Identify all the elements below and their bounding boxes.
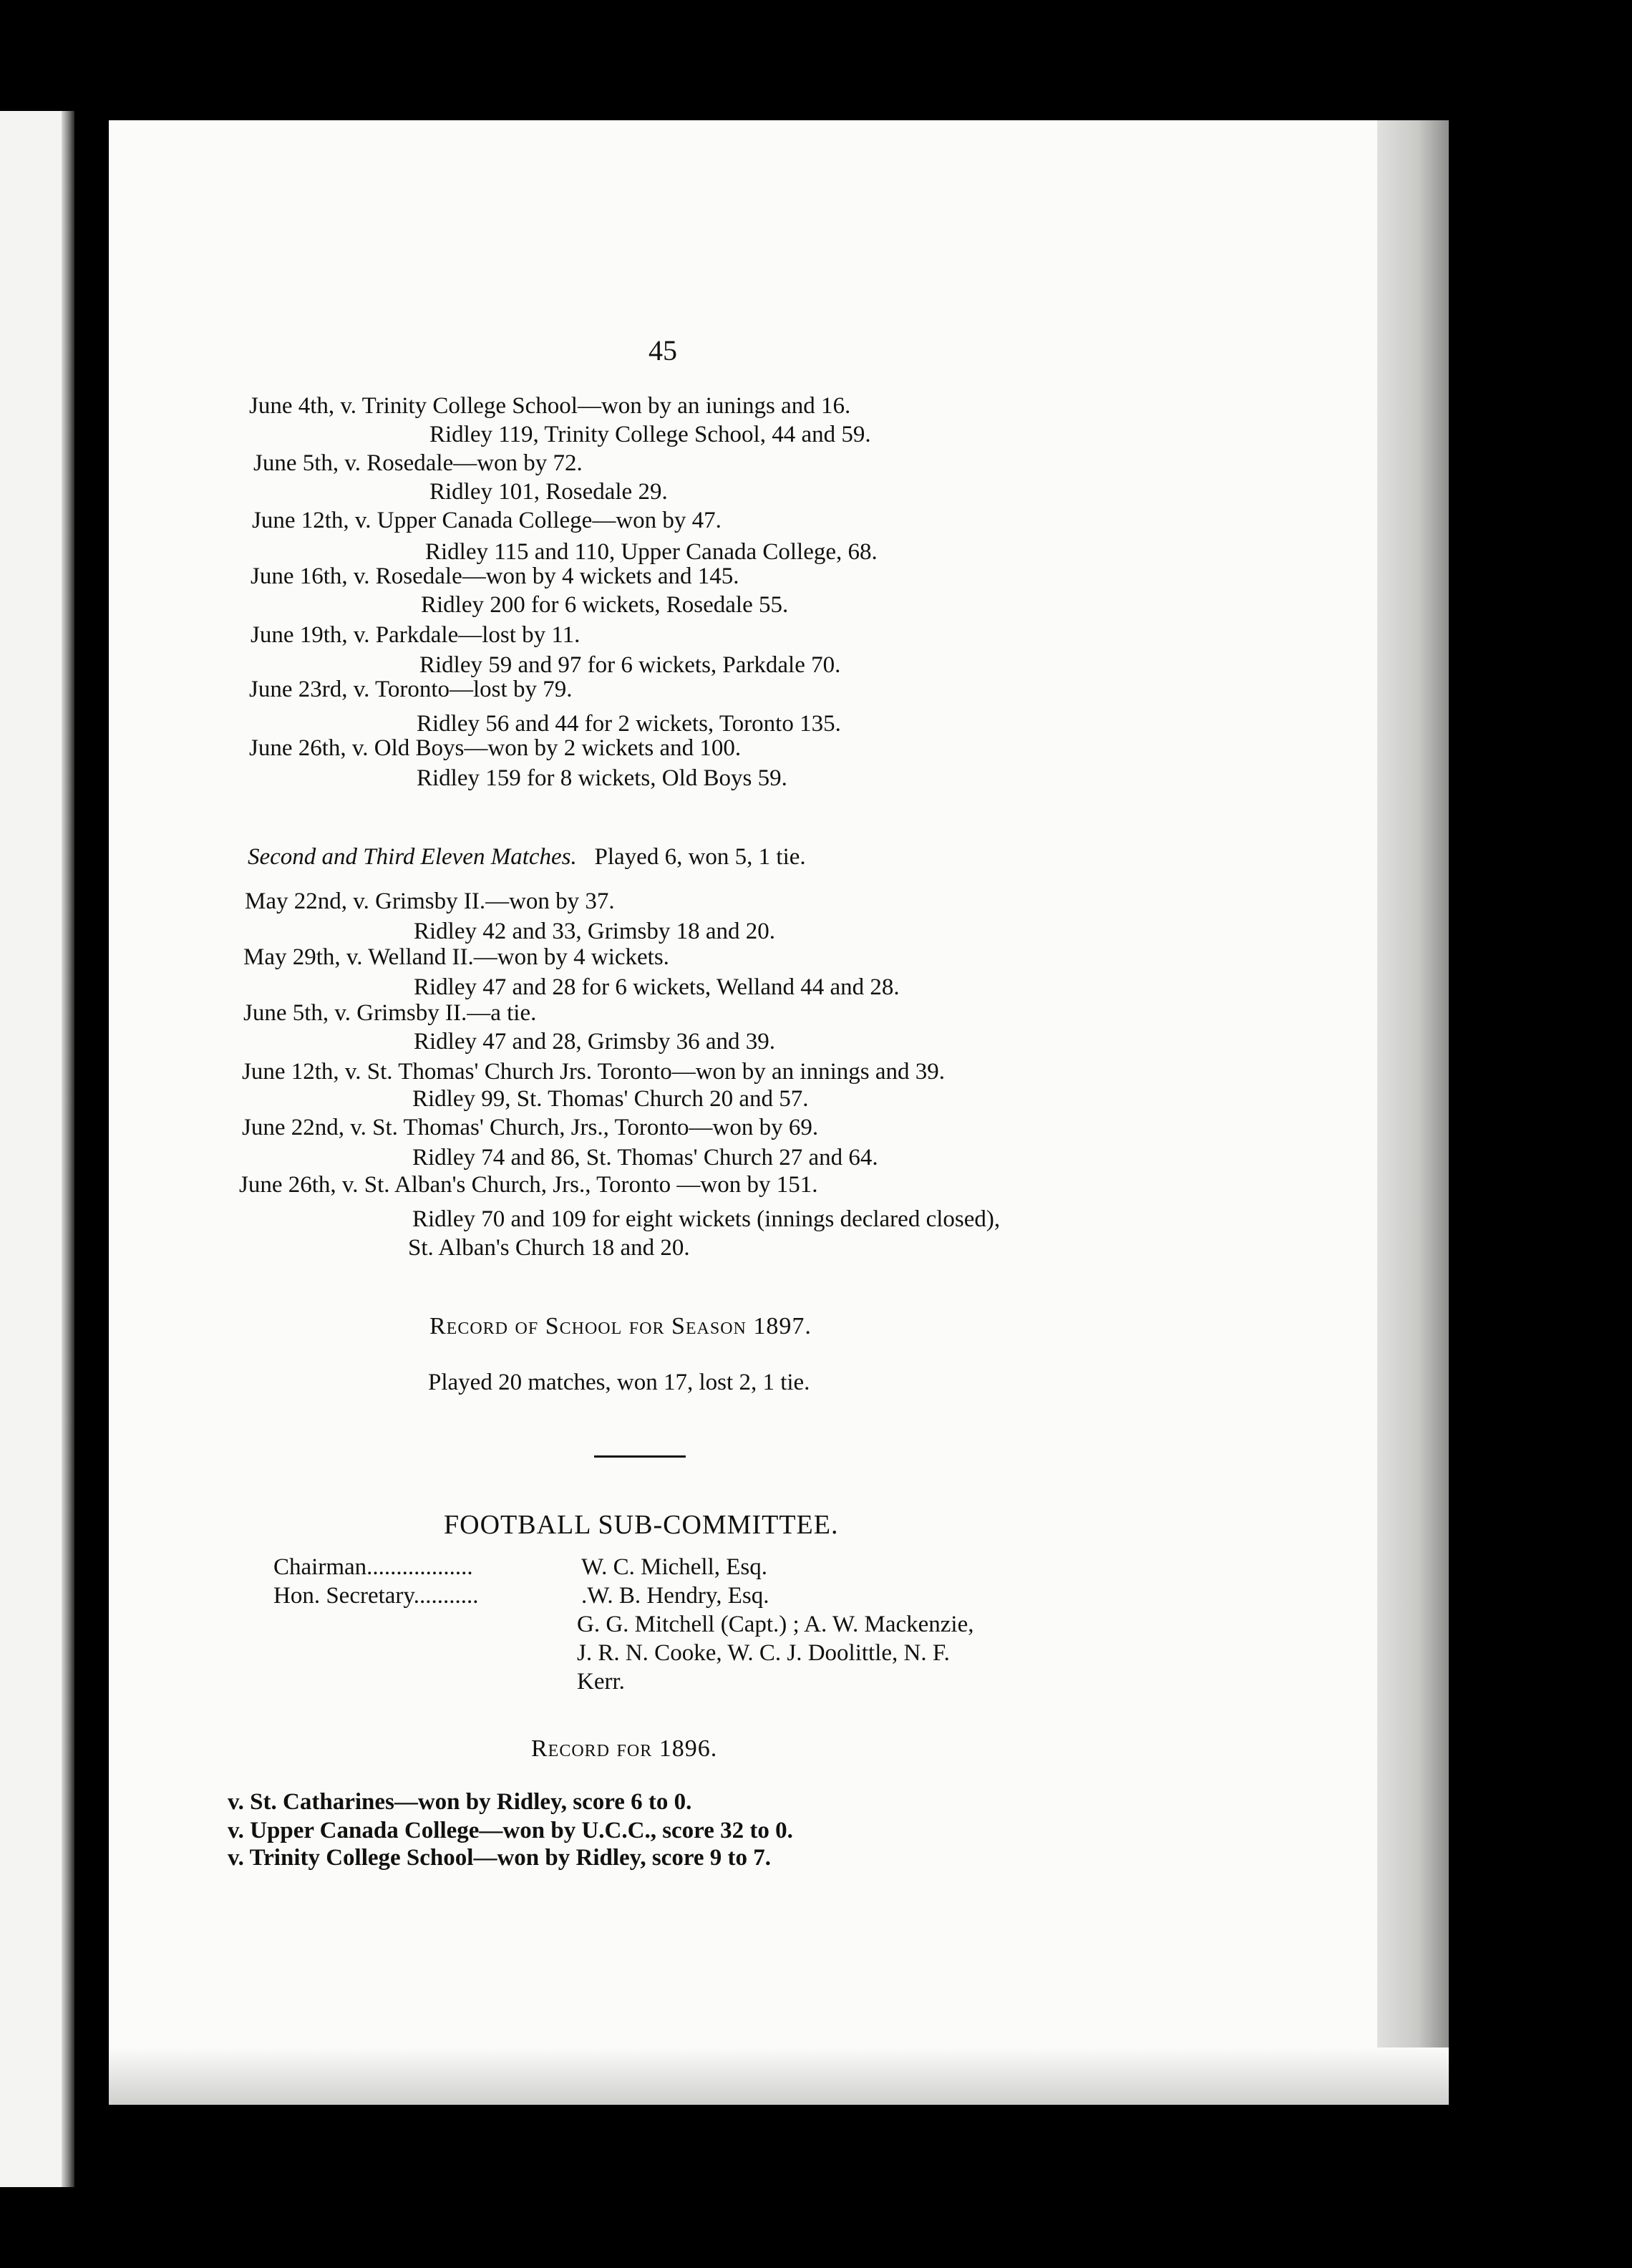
match-result: St. Thomas' Church Jrs. Toronto—won by an innings and 39. [366, 1059, 945, 1085]
match-6-score: Ridley 56 and 44 for 2 wickets, Toronto 135. [417, 711, 841, 737]
match-result: St. Thomas' Church, Jrs., Toronto—won by 69. [372, 1115, 819, 1140]
junior-match-4-score: Ridley 99, St. Thomas' Church 20 and 57. [412, 1086, 809, 1112]
junior-match-2-opponent [243, 944, 669, 971]
match-7-opponent [249, 735, 741, 762]
match-3-opponent [252, 507, 722, 534]
match-result: St. Alban's Church, Jrs., Toronto —won by 151. [364, 1172, 818, 1198]
secretary-row [273, 1582, 769, 1609]
match-result: Grimsby II.—a tie. [356, 1000, 537, 1026]
match-result: Rosedale—won by 4 wickets and 145. [375, 563, 739, 589]
football-heading: FOOTBALL SUB-COMMITTEE. [444, 1510, 839, 1540]
match-date: June 19th, v. [251, 622, 370, 648]
committee-members-line-1: G. G. Mitchell (Capt.) ; A. W. Mackenzie, [577, 1612, 974, 1637]
match-1-score: Ridley 119, Trinity College School, 44 and 59. [429, 422, 871, 447]
section-divider [594, 1455, 686, 1458]
football-record-title: Record for 1896. [531, 1735, 718, 1762]
match-result: Grimsby II.—won by 37. [375, 888, 615, 914]
football-result-2: v. Upper Canada College—won by U.C.C., score 32 to 0. [228, 1818, 793, 1843]
junior-match-2-score: Ridley 47 and 28 for 6 wickets, Welland 44 and 28. [414, 974, 900, 1000]
junior-match-1-opponent [245, 888, 615, 915]
match-date: June 4th, v. [249, 393, 357, 419]
match-date: May 22nd, v. [245, 888, 369, 914]
junior-match-5-opponent [242, 1114, 818, 1141]
page-number: 45 [649, 334, 677, 367]
committee-members-line-3: Kerr. [577, 1669, 625, 1695]
secretary-label: Hon. Secretary........... [273, 1583, 479, 1609]
match-3-score: Ridley 115 and 110, Upper Canada College, 68. [425, 539, 878, 565]
junior-match-1-score: Ridley 42 and 33, Grimsby 18 and 20. [414, 919, 776, 944]
match-result: Toronto—lost by 79. [375, 677, 573, 702]
junior-match-5-score: Ridley 74 and 86, St. Thomas' Church 27 and 64. [412, 1145, 878, 1171]
match-result: Rosedale—won by 72. [366, 450, 583, 476]
match-5-score: Ridley 59 and 97 for 6 wickets, Parkdale 70. [419, 652, 841, 678]
football-result-1: v. St. Catharines—won by Ridley, score 6 to 0. [228, 1789, 692, 1815]
junior-match-3-score: Ridley 47 and 28, Grimsby 36 and 39. [414, 1029, 776, 1055]
match-date: June 26th, v. [249, 735, 369, 761]
committee-members-line-2: J. R. N. Cooke, W. C. J. Doolittle, N. F. [577, 1640, 950, 1666]
match-result: Old Boys—won by 2 wickets and 100. [374, 735, 742, 761]
junior-match-6-score-continued: St. Alban's Church 18 and 20. [408, 1235, 690, 1261]
match-6-opponent [249, 676, 572, 703]
chairman-row [273, 1554, 767, 1581]
match-date: June 12th, v. [242, 1059, 361, 1085]
match-2-opponent [253, 450, 583, 477]
secretary-name: .W. B. Hendry, Esq. [581, 1583, 769, 1609]
match-result: Trinity College School—won by an iunings and 16. [361, 393, 851, 419]
section-heading: Second and Third Eleven Matches. [248, 844, 577, 870]
season-record-summary: Played 20 matches, won 17, lost 2, 1 tie. [428, 1370, 810, 1395]
season-record-title: Record of School for Season 1897. [429, 1313, 812, 1339]
match-date: June 5th, v. [243, 1000, 351, 1026]
chairman-label: Chairman.................. [273, 1554, 473, 1580]
football-result-3: v. Trinity College School—won by Ridley, score 9 to 7. [228, 1845, 772, 1871]
second-third-header [248, 843, 806, 871]
match-date: June 22nd, v. [242, 1115, 366, 1140]
match-4-opponent [251, 563, 739, 590]
match-result: Parkdale—lost by 11. [375, 622, 581, 648]
match-2-score: Ridley 101, Rosedale 29. [429, 479, 668, 505]
match-4-score: Ridley 200 for 6 wickets, Rosedale 55. [421, 592, 789, 618]
junior-match-3-opponent [243, 999, 536, 1027]
match-5-opponent [251, 621, 580, 649]
match-7-score: Ridley 159 for 8 wickets, Old Boys 59. [417, 765, 787, 791]
match-1-opponent [249, 392, 850, 420]
junior-match-6-opponent [239, 1171, 817, 1198]
match-date: June 26th, v. [239, 1172, 359, 1198]
chairman-name: W. C. Michell, Esq. [581, 1554, 768, 1580]
match-date: May 29th, v. [243, 944, 363, 970]
match-date: June 5th, v. [253, 450, 361, 476]
match-date: June 12th, v. [252, 508, 371, 533]
junior-match-4-opponent [242, 1058, 945, 1085]
match-date: June 23rd, v. [249, 677, 370, 702]
match-result: Welland II.—won by 4 wickets. [368, 944, 669, 970]
match-date: June 16th, v. [251, 563, 370, 589]
match-result: Upper Canada College—won by 47. [377, 508, 722, 533]
section-summary: Played 6, won 5, 1 tie. [594, 844, 806, 870]
junior-match-6-score: Ridley 70 and 109 for eight wickets (innings declared closed), [412, 1206, 1001, 1232]
